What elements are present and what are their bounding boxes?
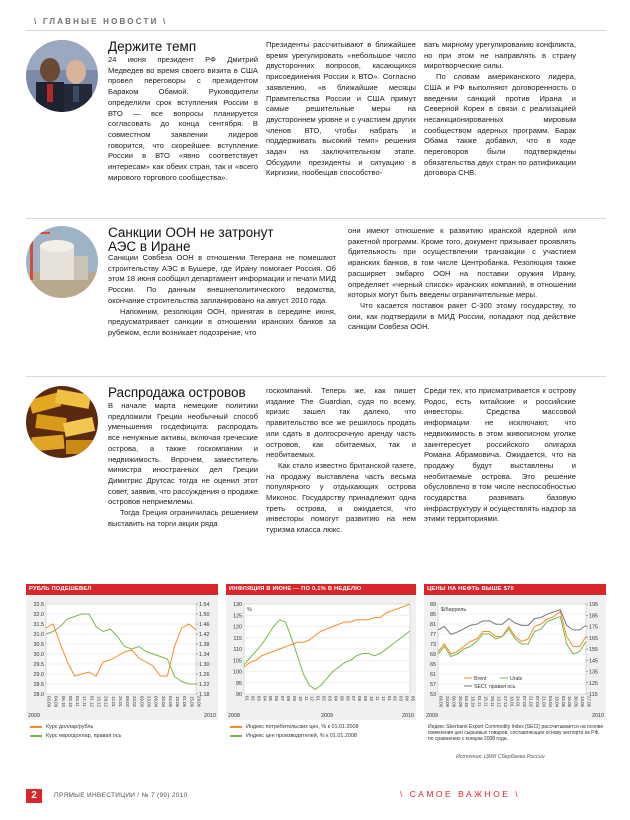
article-3-title: Распродажа островов	[108, 385, 246, 400]
x-tick-label: 02.05	[560, 696, 566, 707]
y-right-tick-label: 145	[589, 658, 598, 665]
y-tick-label: 73	[430, 642, 436, 648]
chart-2-legend-item: Индекс цен производителей, % к 01.01.2008	[230, 733, 358, 739]
chart-3-panel	[424, 596, 606, 720]
article-3-col3: Среди тех, кто присматривается к острову Родос, есть китайские и российские инвесторы. Средства массовой информации не исключают, что недвижимость в этом живописном уголке заинтересует российского олигарха Романа Абрамовича. Ожидается, что на продажу будут выставлены и необитаемые острова. Это решение обусловлено в том числе неспособностью государства развивать базовую инфраструктуру и осуществлять надзор за этими территориями.	[424, 386, 576, 524]
x-tick-label: 01	[315, 696, 321, 701]
chart-1-legend-item: Курс доллар/рубль	[30, 724, 121, 730]
y-tick-label: 57	[430, 682, 436, 688]
y-right-tick-label: 155	[589, 647, 598, 653]
y-tick-label: 90	[236, 692, 242, 698]
y-tick-label: 85	[430, 612, 436, 618]
x-tick-label: 03	[256, 696, 262, 701]
x-tick-label: 05	[410, 696, 416, 701]
y-tick-label: 65	[430, 662, 436, 668]
year-label: 2010	[402, 713, 414, 719]
article-3-col1: В начале марта немецкие политики предложили Греции необычный способ уменьшения госдефицита: распродать все ненужные активы, включая греческие острова, а также госкомпании и недвижимость. Впрочем, заместитель министра иностранных дел Греции Димитрис Друтсас тогда не оценил этот совет, заявив, что рассуждения о продаже островов неприемлемы. Тогда Греция ограничилась решением выставить на торги акции ряда	[108, 401, 258, 528]
chart-2-title: ИНФЛЯЦИЯ В ИЮНЕ — ПО 0,1% В НЕДЕЛЮ	[226, 584, 416, 595]
x-tick-label: 12	[309, 696, 315, 701]
y-tick-label: 110	[233, 647, 242, 653]
y-tick-label: 28.5	[33, 682, 44, 688]
y-axis-label: %	[247, 607, 252, 613]
article-2-photo	[26, 226, 98, 298]
x-tick-label: 18.05	[175, 696, 181, 707]
year-label: 2010	[592, 713, 604, 719]
year-label: 2009	[28, 713, 40, 719]
magazine-info: ПРЯМЫЕ ИНВЕСТИЦИИ / № 7 (99) 2010	[54, 792, 188, 799]
x-tick-label: 01.06	[182, 696, 188, 707]
chart-1-legend-item: Курс евро/доллар, правая ось	[30, 733, 121, 739]
y-right-tick-label: 1.42	[199, 632, 210, 638]
x-tick-label: 04	[333, 696, 339, 701]
x-tick-label: 15.12	[96, 696, 102, 707]
y-tick-label: 120	[233, 624, 242, 631]
x-tick-label: 08.10	[67, 696, 73, 707]
year-label: 2010	[204, 713, 216, 719]
y-tick-label: 95	[236, 680, 242, 687]
x-tick-label: 26.01	[117, 696, 123, 707]
x-tick-label: 04.10	[464, 696, 470, 707]
x-tick-label: 09	[291, 696, 297, 701]
x-tick-label: 10	[297, 696, 303, 701]
legend-label: Brent	[474, 676, 487, 682]
x-tick-label: 03	[398, 696, 404, 701]
x-tick-label: 02	[250, 696, 256, 701]
x-tick-label: 21.03	[541, 696, 547, 707]
x-tick-label: 06	[345, 696, 351, 701]
source-note: Источник: ЦМИ Сбербанка России	[456, 754, 545, 760]
x-tick-label: 13.06	[580, 696, 586, 707]
y-right-tick-label: 135	[589, 669, 598, 676]
y-right-tick-label: 1.38	[199, 642, 210, 648]
x-tick-label: 10	[369, 696, 374, 701]
x-tick-label: 15.11	[483, 696, 489, 707]
x-tick-label: 17.11	[82, 696, 88, 707]
x-tick-label: 06	[274, 696, 280, 701]
y-tick-label: 89	[430, 602, 436, 608]
x-tick-label: 29.12	[103, 696, 109, 707]
x-tick-label: 07.02	[522, 696, 528, 707]
x-tick-label: 10.01	[509, 696, 515, 707]
chart-3-note: Индекс Sberbank Export Commodity Index (SECI) рассчитывается на основе изменения цен сырьевых товаров, составляющих основу экспорта из РФ, по сравнению с концом 2008 года.	[428, 724, 604, 743]
chart-1-svg	[26, 596, 218, 720]
x-tick-label: 18.04	[554, 696, 560, 707]
x-tick-label: 05	[339, 696, 345, 701]
x-tick-label: 06.04	[153, 696, 159, 707]
y-right-tick-label: 1.30	[199, 662, 210, 668]
x-tick-label: 12.01	[110, 696, 116, 707]
section-header: \ ГЛАВНЫЕ НОВОСТИ \	[34, 17, 168, 26]
y-tick-label: 100	[233, 669, 242, 676]
y-tick-label: 69	[430, 652, 436, 658]
chart-3-svg	[424, 596, 606, 720]
y-tick-label: 31.0	[33, 632, 44, 638]
y-tick-label: 81	[430, 622, 436, 628]
x-tick-label: 04	[404, 696, 410, 701]
x-tick-label: 04.09	[53, 696, 59, 707]
year-label: 2009	[426, 713, 438, 719]
x-tick-label: 11	[303, 696, 309, 701]
x-tick-label: 21.02	[528, 696, 534, 707]
x-tick-label: 07	[280, 696, 286, 701]
x-tick-label: 20.09	[457, 696, 463, 707]
y-tick-label: 115	[233, 635, 242, 642]
x-tick-label: 04	[262, 696, 268, 701]
chart-2-legend	[230, 724, 358, 739]
y-tick-label: 28.0	[33, 692, 44, 698]
y-right-tick-label: 1.18	[199, 692, 210, 698]
x-tick-label: 06.08	[438, 696, 444, 707]
y-tick-label: 29.5	[33, 662, 44, 668]
x-tick-label: 01.12	[89, 696, 95, 707]
x-tick-label: 20.04	[160, 696, 166, 707]
y-tick-label: 77	[430, 632, 436, 638]
x-tick-label: 29.06	[196, 696, 202, 707]
chart-3-title: ЦЕНЫ НА НЕФТЬ ВЫШЕ $70	[424, 584, 606, 595]
x-tick-label: 24.01	[515, 696, 521, 707]
y-tick-label: 29.0	[33, 672, 44, 678]
y-right-tick-label: 1.46	[199, 622, 210, 628]
article-1-col3: вать мирному урегулированию конфликта, но при этом не направлять в страну миротворческие силы. По словам американского лидера, США и РФ выполняют договоренность о введении санкций против Ирана и Северной Кореи в связи с реализацией несанкционированных мировым сообществом ядерных программ. Барак Обама также добавил, что в ходе переговоров были подтверждены обязательства двух стран по ратификации договора СНВ.	[424, 40, 576, 178]
x-tick-label: 23.03	[146, 696, 152, 707]
chart-2-svg	[226, 596, 416, 720]
article-1-col1: 24 июня президент РФ Дмитрий Медведев во время своего визита в США провел переговоры с президентом Бараком Обамой. Руководители определили срок вступления России в ВТО — все вопросы планируется согласовать до конца сентября. В совместном заявлении лидеров говорится, что скорейшее вступление России в ВТО «явно соответствует интересам» как обеих стран, так и «всего мирового торгового сообщества».	[108, 55, 258, 182]
y-right-tick-label: 125	[589, 680, 598, 687]
x-tick-label: 23.08	[444, 696, 450, 707]
y-right-tick-label: 1.54	[199, 602, 210, 608]
x-tick-label: 01	[386, 696, 392, 701]
y-right-tick-label: 185	[589, 613, 598, 620]
y-tick-label: 61	[430, 672, 436, 678]
divider	[26, 30, 606, 31]
chart-2-legend-item: Индекс потребительских цен, % к 01.01.2008	[230, 724, 358, 730]
article-2-col1: Санкции Совбеза ООН в отношении Тегерана не помешают строительству АЭС в Бушере, где Ирану помогает Россия. Об этом 18 июня сообщил департамент информации и печати МИД России. По данным внешнеполитического ведомства, окончание строительства запланировано на август 2010 года. Напомним, резолюция ООН, принятая в середине июня, предусматривает санкции в отношении иранских банков за рубежом, если возникает подозрение, что	[108, 253, 336, 337]
article-3-photo	[26, 386, 98, 458]
article-2-col2: они имеют отношение к развитию иранской ядерной или ракетной программ. Кроме того, документ призывает проявлять бдительность при осуществлении транзакции с участием иранских банков, в том числе Центробанка. Резолюция также расширяет эмбарго ООН на поставки оружия Ирану, определяет «черный список» иранских компаний, в отношении которых могут быть введены ограничительные меры. Что касается поставок ракет С-300 этому государству, то они, как подтвердили в МИД России, попадают под действие санкции Совбеза ООН.	[348, 226, 576, 332]
x-tick-label: 01.11	[477, 696, 483, 707]
article-1-photo	[26, 40, 98, 112]
year-label: 2008	[228, 713, 240, 719]
y-tick-label: 30.0	[33, 652, 44, 658]
x-tick-label: 13.12	[496, 696, 502, 707]
y-tick-label: 32.5	[33, 602, 44, 608]
x-tick-label: 23.02	[132, 696, 138, 707]
divider	[26, 376, 606, 377]
article-3-col2: госкомпаний. Теперь же, как пишет издание The Guardian, судя по всему, кризис зашел так далеко, что правительство все же решилось продать или сдать в долгосрочную аренду часть островов, как обитаемых, так и необитаемых. Как стало известно британской газете, на продажу выставлена часть весьма популярного у отдыхающих острова Миконос. Государству принадлежит одна треть острова, и ожидается, что инвесторы помогут развитию на нем туризма класса люкс.	[266, 386, 416, 535]
y-right-tick-label: 165	[589, 635, 598, 642]
x-tick-label: 09.02	[125, 696, 131, 707]
chart-2-panel	[226, 596, 416, 720]
x-tick-label: 03.11	[75, 696, 81, 707]
x-tick-label: 15.06	[189, 696, 195, 707]
y-right-tick-label: 1.34	[199, 652, 210, 658]
x-tick-label: 07	[351, 696, 357, 701]
x-tick-label: 18.10	[470, 696, 476, 707]
article-2-title: Санкции ООН не затронут АЭС в Иране	[108, 225, 274, 254]
y-right-tick-label: 195	[589, 602, 598, 608]
chart-1-legend	[30, 724, 121, 739]
x-tick-label: 09	[363, 696, 369, 701]
x-tick-label: 16.05	[567, 696, 573, 707]
x-tick-label: 08	[286, 696, 291, 701]
legend-label: Urals	[510, 676, 523, 682]
chart-1-title: РУБЛЬ ПОДЕШЕВЕЛ	[26, 584, 218, 595]
article-1-col2: Президенты рассчитывают в ближайшее время урегулировать «небольшое число двусторонних вопросов, касающихся присоединения России к ВТО». Согласно заявлению, «в ближайшие месяцы Правительства России и США примут самые решительные меры на двустороннем уровне и с участием других членов ВТО, чтобы набрать и поддерживать высокий темп» решения задач на заключительном этапе. Обсудили президенты и ситуацию в Киргизии, пообещав способство-	[266, 40, 416, 178]
y-tick-label: 32.0	[33, 612, 44, 618]
x-tick-label: 02	[392, 696, 398, 701]
x-tick-label: 12	[380, 696, 386, 701]
x-tick-label: 29.11	[489, 696, 495, 707]
y-tick-label: 31.5	[33, 622, 44, 628]
x-tick-label: 09.03	[139, 696, 145, 707]
page-number: 2	[26, 789, 42, 803]
y-right-tick-label: 115	[589, 692, 598, 698]
x-tick-label: 03	[327, 696, 333, 701]
y-tick-label: 30.5	[33, 642, 44, 648]
x-tick-label: 06.09	[451, 696, 457, 707]
y-axis-label: $/баррель	[441, 607, 467, 613]
chart-1-panel	[26, 596, 218, 720]
footer-section: \ САМОЕ ВАЖНОЕ \	[400, 789, 521, 799]
x-tick-label: 04.04	[547, 696, 553, 707]
x-tick-label: 08	[357, 696, 363, 701]
y-right-tick-label: 1.50	[199, 612, 210, 618]
legend-label: SECI, правая ось	[474, 684, 516, 690]
y-right-tick-label: 1.26	[199, 672, 210, 678]
x-tick-label: 03.09	[46, 696, 52, 707]
year-label: 2009	[321, 713, 333, 719]
y-right-tick-label: 1.22	[199, 682, 210, 688]
divider	[26, 218, 606, 219]
x-tick-label: 01	[244, 696, 250, 701]
x-tick-label: 02	[321, 696, 327, 701]
x-tick-label: 27.06	[586, 696, 592, 707]
x-tick-label: 07.03	[535, 696, 541, 707]
y-right-tick-label: 175	[589, 624, 598, 631]
x-tick-label: 27.12	[502, 696, 508, 707]
y-tick-label: 125	[233, 613, 242, 620]
y-tick-label: 130	[233, 602, 242, 608]
y-tick-label: 105	[233, 658, 242, 665]
y-tick-label: 53	[430, 692, 436, 698]
x-tick-label: 06.10	[60, 696, 66, 707]
x-tick-label: 04.05	[167, 696, 173, 707]
x-tick-label: 05	[268, 696, 274, 701]
x-tick-label: 11	[374, 696, 380, 701]
x-tick-label: 30.05	[573, 696, 579, 707]
article-1-title: Держите темп	[108, 39, 197, 54]
